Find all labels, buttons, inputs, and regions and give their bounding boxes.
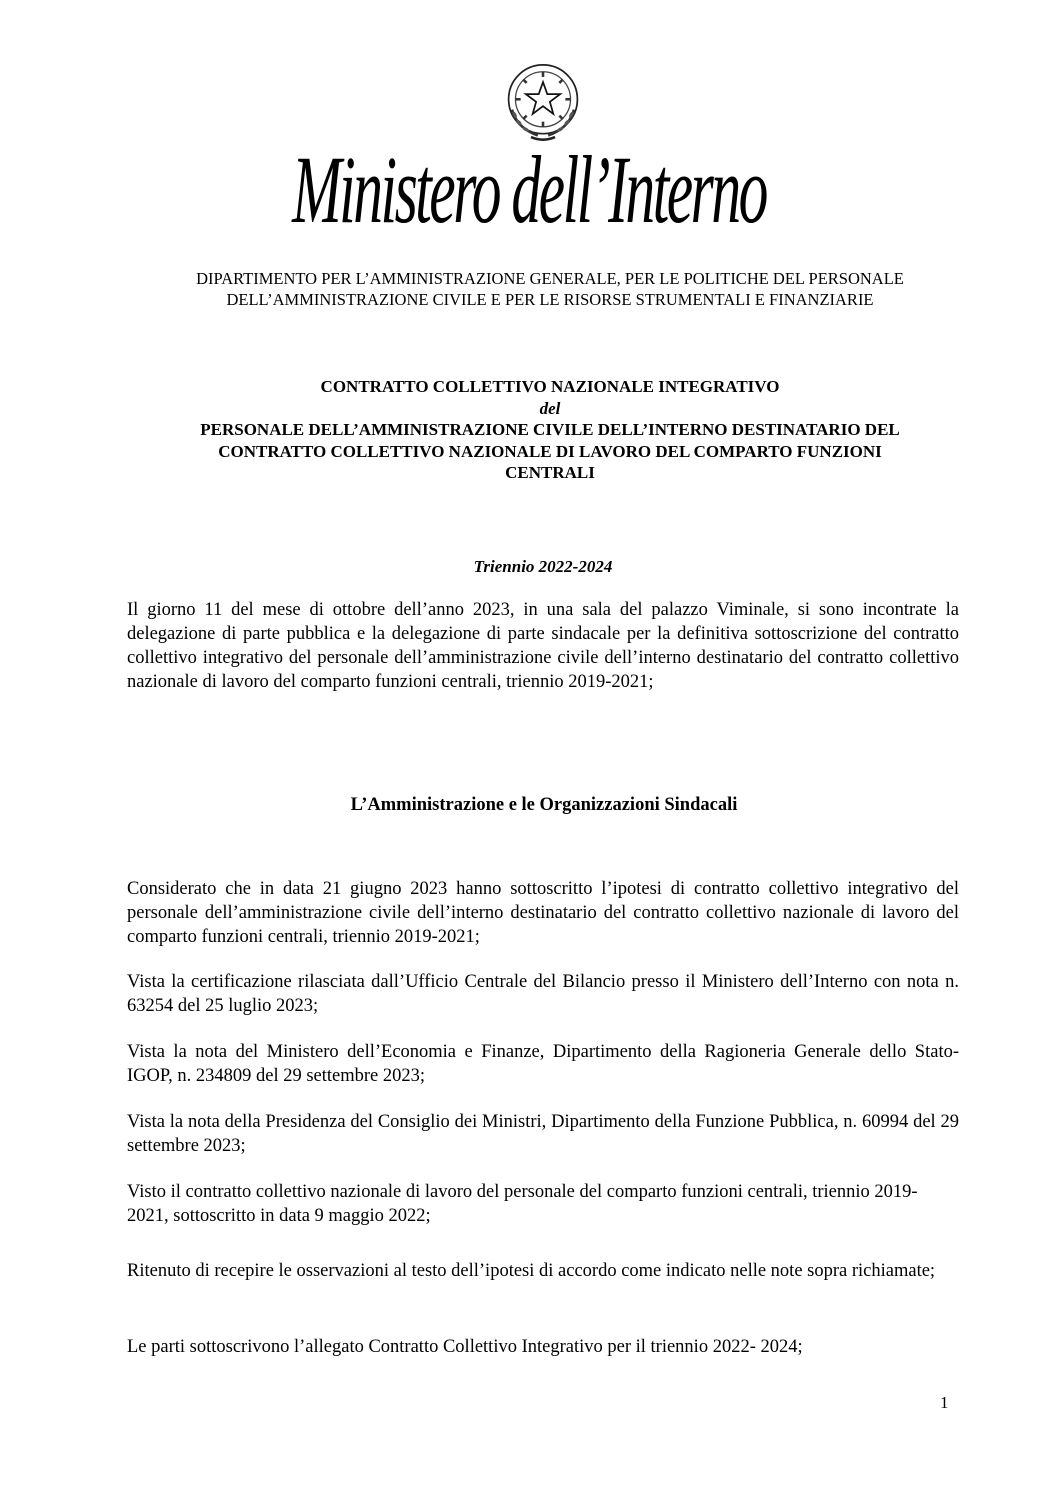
paragraph-certificazione: Vista la certificazione rilasciata dall’Ufficio Centrale del Bilancio presso il Ministero dell’Interno con nota n. 63254 del 25 luglio 2023; — [127, 972, 959, 1016]
department-line-1: DIPARTIMENTO PER L’AMMINISTRAZIONE GENERALE, PER LE POLITICHE DEL PERSONALE — [196, 269, 904, 288]
page-number: 1 — [940, 1393, 949, 1412]
department-line-2: DELL’AMMINISTRAZIONE CIVILE E PER LE RISORSE STRUMENTALI E FINANZIARIE — [226, 290, 874, 309]
italian-republic-emblem-icon — [500, 58, 586, 144]
intro-paragraph: Il giorno 11 del mese di ottobre dell’anno 2023, in una sala del palazzo Viminale, si sono incontrate la delegazione di parte pubblica e la delegazione di parte sindacale per la definitiva sottoscrizione del contratto collettivo integrativo del personale dell’amministrazione civile dell’interno destinatario del contratto collettivo nazionale di lavoro del comparto funzioni centrali, triennio 2019-2021; — [127, 600, 959, 692]
paragraph-nota-presidenza: Vista la nota della Presidenza del Consiglio dei Ministri, Dipartimento della Funzione Pubblica, n. 60994 del 29 settembre 2023; — [127, 1112, 959, 1156]
section-heading: L’Amministrazione e le Organizzazioni Sindacali — [350, 795, 738, 815]
title-line-4: CONTRATTO COLLETTIVO NAZIONALE DI LAVORO DEL COMPARTO FUNZIONI — [218, 441, 882, 461]
paragraph-sottoscrizione: Le parti sottoscrivono l’allegato Contratto Collettivo Integrativo per il triennio 2022- 2024; — [127, 1337, 803, 1357]
paragraph-ritenuto: Ritenuto di recepire le osservazioni al testo dell’ipotesi di accordo come indicato nelle note sopra richiamate; — [127, 1261, 936, 1281]
title-line-1: CONTRATTO COLLETTIVO NAZIONALE INTEGRATIVO — [320, 377, 780, 396]
triennio-subtitle: Triennio 2022-2024 — [473, 557, 613, 576]
paragraph-visto-ccnl: Visto il contratto collettivo nazionale di lavoro del personale del comparto funzioni centrali, triennio 2019- 2021, sottoscritto in data 9 maggio 2022; — [127, 1182, 918, 1226]
paragraph-considerato: Considerato che in data 21 giugno 2023 hanno sottoscritto l’ipotesi di contratto collettivo integrativo del personale dell’amministrazione civile dell’interno destinatario del contratto collettivo nazionale di lavoro del comparto funzioni centrali, triennio 2019-2021; — [127, 879, 959, 947]
department-name — [100, 268, 1000, 310]
paragraph-nota-mef: Vista la nota del Ministero dell’Economia e Finanze, Dipartimento della Ragioneria Generale dello Stato- IGOP, n. 234809 del 29 settembre 2023; — [127, 1042, 959, 1086]
title-line-5: CENTRALI — [505, 463, 595, 482]
title-line-3: PERSONALE DELL’AMMINISTRAZIONE CIVILE DELL’INTERNO DESTINATARIO DEL — [200, 420, 900, 439]
ministry-name: Ministero dell’Interno — [292, 136, 766, 243]
title-line-2: del — [539, 398, 561, 418]
document-title — [100, 376, 1000, 484]
